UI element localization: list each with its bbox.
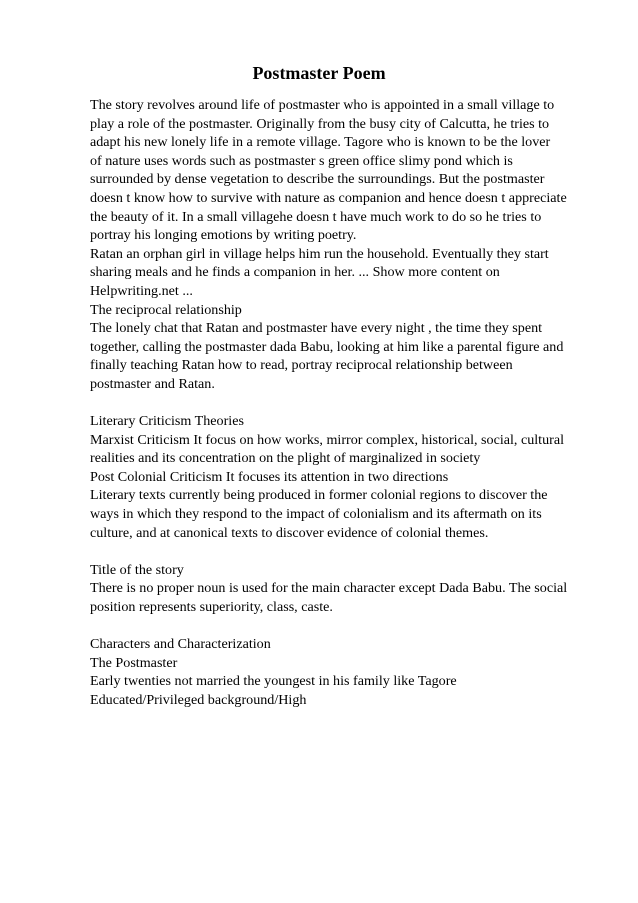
section-heading-title-of-story: Title of the story xyxy=(90,561,184,578)
text-line: The Postmaster xyxy=(90,654,178,671)
text-line: play a role of the postmaster. Originally from the busy city of Calcutta, he tries to xyxy=(90,115,550,132)
text-line: doesn t know how to survive with nature as companion and hence doesn t appreciate xyxy=(90,189,567,206)
document-title: Postmaster Poem xyxy=(252,63,386,83)
text-line: Literary texts currently being produced in former colonial regions to discover the xyxy=(90,487,548,504)
text-line: surrounded by dense vegetation to describe the surroundings. But the postmaster xyxy=(90,171,545,188)
text-line: sharing meals and he finds a companion in her. ... Show more content on xyxy=(90,264,500,281)
text-line: portray his longing emotions by writing poetry. xyxy=(90,227,357,244)
section-heading-literary-criticism: Literary Criticism Theories xyxy=(90,413,244,430)
text-line: the beauty of it. In a small villagehe doesn t have much work to do so he tries to xyxy=(90,208,542,225)
text-line: Educated/Privileged background/High xyxy=(90,692,307,708)
text-line: adapt his new lonely life in a remote village. Tagore who is known to be the lover xyxy=(90,134,551,151)
text-line: together, calling the postmaster dada Babu, looking at him like a parental figure and xyxy=(90,338,564,355)
text-line: ways in which they respond to the impact of colonialism and its aftermath on its xyxy=(90,506,542,523)
text-line: Early twenties not married the youngest in his family like Tagore xyxy=(90,673,457,690)
document-body xyxy=(90,96,610,710)
text-line: culture, and at canonical texts to discover evidence of colonial themes. xyxy=(90,524,489,541)
text-line: There is no proper noun is used for the main character except Dada Babu. The social xyxy=(90,580,568,597)
text-line: realities and its concentration on the plight of marginalized in society xyxy=(90,450,481,467)
text-line: Post Colonial Criticism It focuses its attention in two directions xyxy=(90,468,449,485)
paragraph-spacer xyxy=(90,617,610,636)
section-heading-characters: Characters and Characterization xyxy=(90,636,271,653)
text-line: The story revolves around life of postmaster who is appointed in a small village to xyxy=(90,97,555,113)
text-line: position represents superiority, class, caste. xyxy=(90,599,333,616)
section-heading-reciprocal-relationship: The reciprocal relationship xyxy=(90,301,242,318)
text-line: Marxist Criticism It focus on how works, mirror complex, historical, social, cultural xyxy=(90,431,565,448)
text-line: Helpwriting.net ... xyxy=(90,282,193,299)
paragraph-story-summary xyxy=(90,96,610,394)
paragraph-characters xyxy=(90,635,610,709)
text-line: Ratan an orphan girl in village helps him run the household. Eventually they start xyxy=(90,245,549,262)
paragraph-spacer xyxy=(90,542,610,561)
paragraph-spacer xyxy=(90,394,610,413)
text-line: finally teaching Ratan how to read, portray reciprocal relationship between xyxy=(90,357,513,374)
text-line: The lonely chat that Ratan and postmaster have every night , the time they spent xyxy=(90,320,543,337)
paragraph-title-of-story xyxy=(90,561,610,617)
text-line: of nature uses words such as postmaster s green office slimy pond which is xyxy=(90,152,513,169)
text-line: postmaster and Ratan. xyxy=(90,375,215,392)
paragraph-literary-criticism xyxy=(90,412,610,542)
